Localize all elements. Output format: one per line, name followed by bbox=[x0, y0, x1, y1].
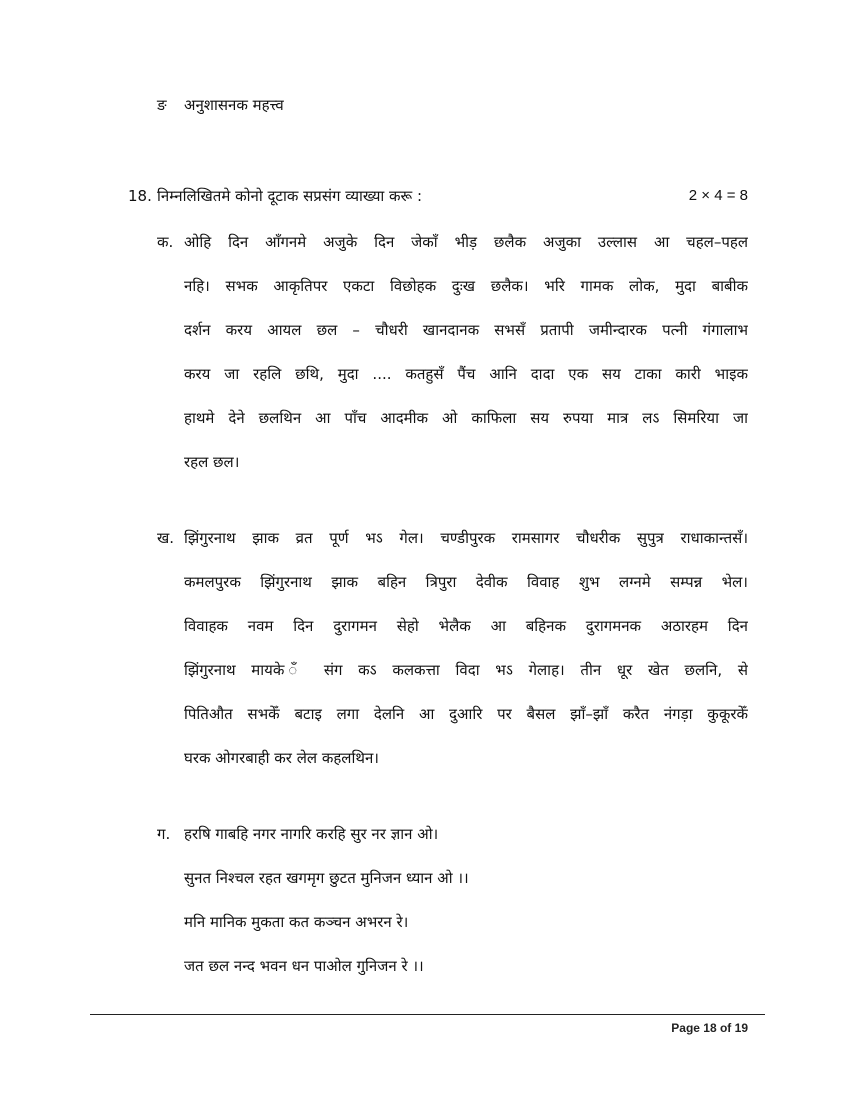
passage-ka-line: ओहि दिन आँगनमे अजुके दिन जेकाँ भीड़ छलैक अजुका उल्लास आ चहल–पहल bbox=[184, 233, 748, 251]
verse-line: मनि मानिक मुकता कत कञ्चन अभरन रे। bbox=[184, 913, 409, 931]
passage-kha-line: झिंगुरनाथ मायके ँ संग कऽ कलकत्ता विदा भऽ गेलाह। तीन धूर खेत छलनि, से bbox=[184, 661, 748, 679]
passage-kha-line: कमलपुरक झिंगुरनाथ झाक बहिन त्रिपुरा देवीक विवाह शुभ लग्नमे सम्पन्न भेल। bbox=[184, 573, 748, 591]
passage-kha-line: विवाहक नवम दिन दुरागमन सेहो भेलैक आ बहिनक दुरागमनक अठारहम दिन bbox=[184, 617, 748, 635]
footer-divider bbox=[90, 1014, 765, 1015]
verse-line: हरषि गाबहि नगर नागरि करहि सुर नर ज्ञान ओ। bbox=[184, 825, 439, 843]
verse-line: सुनत निश्चल रहत खगमृग छुटत मुनिजन ध्यान ओ ।। bbox=[184, 869, 469, 887]
passage-kha-line: पितिऔत सभकेँ बटाइ लगा देलनि आ दुआरि पर बैसल झाँ–झाँ करैत नंगड़ा कुकूरकेँ bbox=[184, 705, 748, 723]
question-number: 18. bbox=[128, 187, 152, 205]
passage-kha-line: झिंगुरनाथ झाक व्रत पूर्ण भऽ गेल। चण्डीपुरक रामसागर चौधरीक सुपुत्र राधाकान्तसँ। bbox=[184, 529, 748, 547]
section-e-marker: ङ bbox=[157, 96, 167, 114]
page-number: Page 18 of 19 bbox=[671, 1021, 748, 1035]
section-e-heading: अनुशासनक महत्त्व bbox=[184, 96, 284, 114]
passage-ka-line: रहल छल। bbox=[184, 453, 240, 471]
verse-line: जत छल नन्द भवन धन पाओल गुनिजन रे ।। bbox=[184, 957, 424, 975]
passage-ka-line: हाथमे देने छलथिन आ पाँच आदमीक ओ काफिला सय रुपया मात्र लऽ सिमरिया जा bbox=[184, 409, 748, 427]
passage-kha-marker: ख. bbox=[157, 529, 175, 547]
passage-ka-line: दर्शन करय आयल छल – चौधरी खानदानक सभसँ प्रतापी जमीन्दारक पत्नी गंगालाभ bbox=[184, 321, 748, 339]
passage-ga-marker: ग. bbox=[157, 825, 171, 843]
question-marks: 2 × 4 = 8 bbox=[688, 187, 748, 204]
passage-kha-line: घरक ओगरबाही कर लेल कहलथिन। bbox=[184, 749, 379, 767]
question-prompt: निम्नलिखितमे कोनो दूटाक सप्रसंग व्याख्या करू : bbox=[157, 187, 423, 205]
passage-ka-line: करय जा रहलि छथि, मुदा .... कतहुसँ पैंच आनि दादा एक सय टाका कारी भाइक bbox=[184, 365, 748, 383]
passage-ka-marker: क. bbox=[157, 233, 174, 251]
passage-ka-line: नहि। सभक आकृतिपर एकटा विछोहक दुःख छलैक। भरि गामक लोक, मुदा बाबीक bbox=[184, 277, 748, 295]
